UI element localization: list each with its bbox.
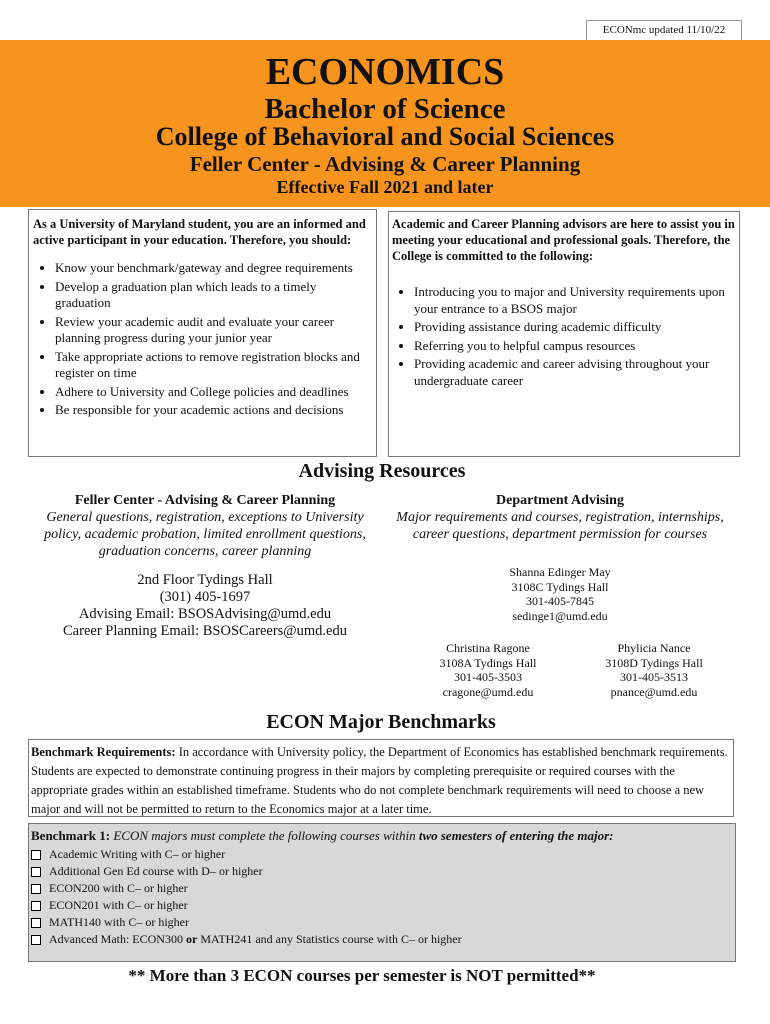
- page-title: ECONOMICS: [265, 51, 505, 93]
- list-item: • Know your benchmark/gateway and degree requirements: [55, 260, 372, 277]
- checklist-item: [31, 931, 735, 948]
- list-item: • Providing assistance during academic difficulty: [414, 319, 735, 336]
- advisor-phone: 301-405-3513: [620, 670, 688, 684]
- advisor-card: [378, 565, 742, 623]
- department-heading: Department Advising: [496, 493, 624, 508]
- list-item: • Review your academic audit and evaluate your career planning progress during your junior year: [55, 314, 372, 347]
- list-item: • Introducing you to major and University requirements upon your entrance to a BSOS major: [414, 284, 735, 317]
- advanced-math-text: Advanced Math: ECON300: [49, 932, 186, 946]
- benchmark-1-emphasis: two semesters of entering the major:: [418, 828, 614, 843]
- header-banner: [0, 40, 770, 207]
- checklist-label: [49, 931, 462, 948]
- advisor-phone: 301-405-3503: [454, 670, 522, 684]
- or-text: or: [185, 932, 198, 946]
- list-item: • Referring you to helpful campus resources: [414, 338, 735, 355]
- checkbox-icon[interactable]: [31, 935, 41, 945]
- advisor-office: 3108A Tydings Hall: [439, 655, 537, 670]
- feller-heading: Feller Center - Advising & Career Planning: [74, 493, 336, 508]
- feller-phone: (301) 405-1697: [159, 589, 251, 605]
- list-item: • Develop a graduation plan which leads to a timely graduation: [55, 279, 372, 312]
- advisor-phone: 301-405-7845: [526, 594, 594, 608]
- department-advising-column: [378, 492, 742, 699]
- list-item: • Adhere to University and College policies and deadlines: [55, 384, 372, 401]
- course-limit-note: ** More than 3 ECON courses per semester is NOT permitted**: [128, 966, 596, 985]
- advisor-office: 3108D Tydings Hall: [605, 655, 703, 670]
- advisor-name: Shanna Edinger May: [509, 565, 611, 579]
- college-list: [392, 284, 735, 389]
- student-lead: As a University of Maryland student, you are an informed and active participant in your education. Therefore, you should:: [33, 217, 366, 247]
- benchmark-1-heading: [31, 827, 735, 844]
- student-responsibilities-box: [28, 209, 377, 457]
- career-email[interactable]: Career Planning Email: BSOSCareers@umd.edu: [63, 623, 347, 639]
- list-item: • Be responsible for your academic actions and decisions: [55, 402, 372, 419]
- checklist-label: Additional Gen Ed course with D– or higher: [49, 864, 263, 878]
- checklist-label: ECON200 with C– or higher: [49, 881, 188, 895]
- college-commitment-box: [388, 211, 740, 457]
- checklist-label: MATH140 with C– or higher: [49, 915, 189, 929]
- advisor-pair: [378, 641, 742, 699]
- list-item: • Take appropriate actions to remove registration blocks and register on time: [55, 349, 372, 382]
- list-item: • Providing academic and career advising throughout your undergraduate career: [414, 356, 735, 389]
- checklist-label: Academic Writing with C– or higher: [49, 847, 226, 861]
- advisor-email[interactable]: cragone@umd.edu: [442, 684, 534, 699]
- requirements-label: Benchmark Requirements:: [31, 745, 176, 759]
- checklist-item: [31, 914, 735, 931]
- checklist-item: [31, 863, 735, 880]
- college-lead: Academic and Career Planning advisors are here to assist you in meeting your educational and professional goals. Therefore, the College is committed to the following:: [392, 217, 735, 263]
- checklist-item: [31, 846, 735, 863]
- checkbox-icon[interactable]: [31, 850, 41, 860]
- center-title: Feller Center - Advising & Career Planning: [189, 152, 581, 176]
- updated-date: ECONmc updated 11/10/22: [586, 20, 742, 41]
- feller-center-column: [28, 492, 382, 640]
- advising-email[interactable]: Advising Email: BSOSAdvising@umd.edu: [78, 606, 332, 622]
- checkbox-icon[interactable]: [31, 918, 41, 928]
- advising-resources-heading: Advising Resources: [298, 460, 466, 482]
- advisor-name: Christina Ragone: [446, 641, 530, 655]
- benchmark-1-checklist: [31, 846, 735, 948]
- checkbox-icon[interactable]: [31, 867, 41, 877]
- requirements-text: In accordance with University policy, the Department of Economics has established benchmark requirements. Students are expected to demonstrate continuing progress in their majors by completing prerequisite or required courses with the appropriate grades within an established timeframe. Students who do not complete benchmark requirements will need to choose a new major and will not be permitted to return to the Economics major at a later time.: [31, 745, 728, 816]
- benchmark-1-box: [28, 823, 736, 962]
- checkbox-icon[interactable]: [31, 901, 41, 911]
- statistics-text: MATH241 and any Statistics course with C– or higher: [197, 932, 462, 946]
- advisor-name: Phylicia Nance: [617, 641, 691, 655]
- feller-contact: [28, 572, 382, 640]
- advisor-email[interactable]: sedinge1@umd.edu: [512, 608, 608, 623]
- student-list: [33, 260, 372, 419]
- checkbox-icon[interactable]: [31, 884, 41, 894]
- benchmarks-heading: ECON Major Benchmarks: [266, 711, 496, 733]
- feller-location: 2nd Floor Tydings Hall: [137, 572, 273, 588]
- degree-title: Bachelor of Science: [264, 93, 506, 125]
- advisor-card: [418, 641, 558, 699]
- effective-date: Effective Fall 2021 and later: [276, 177, 494, 197]
- feller-description: General questions, registration, exceptions to University policy, academic probation, limited enrollment questions, graduation concerns, career planning: [44, 510, 366, 559]
- college-title: College of Behavioral and Social Sciences: [155, 122, 615, 151]
- department-description: Major requirements and courses, registration, internships, career questions, department permission for courses: [396, 510, 724, 542]
- benchmark-1-label: Benchmark 1:: [31, 828, 111, 843]
- advisor-office: 3108C Tydings Hall: [511, 579, 609, 594]
- benchmark-requirements-box: [28, 739, 734, 817]
- advisor-email[interactable]: pnance@umd.edu: [610, 684, 698, 699]
- checklist-item: [31, 880, 735, 897]
- benchmark-1-text: ECON majors must complete the following courses within: [110, 828, 419, 843]
- checklist-label: ECON201 with C– or higher: [49, 898, 188, 912]
- checklist-item: [31, 897, 735, 914]
- advisor-card: [584, 641, 724, 699]
